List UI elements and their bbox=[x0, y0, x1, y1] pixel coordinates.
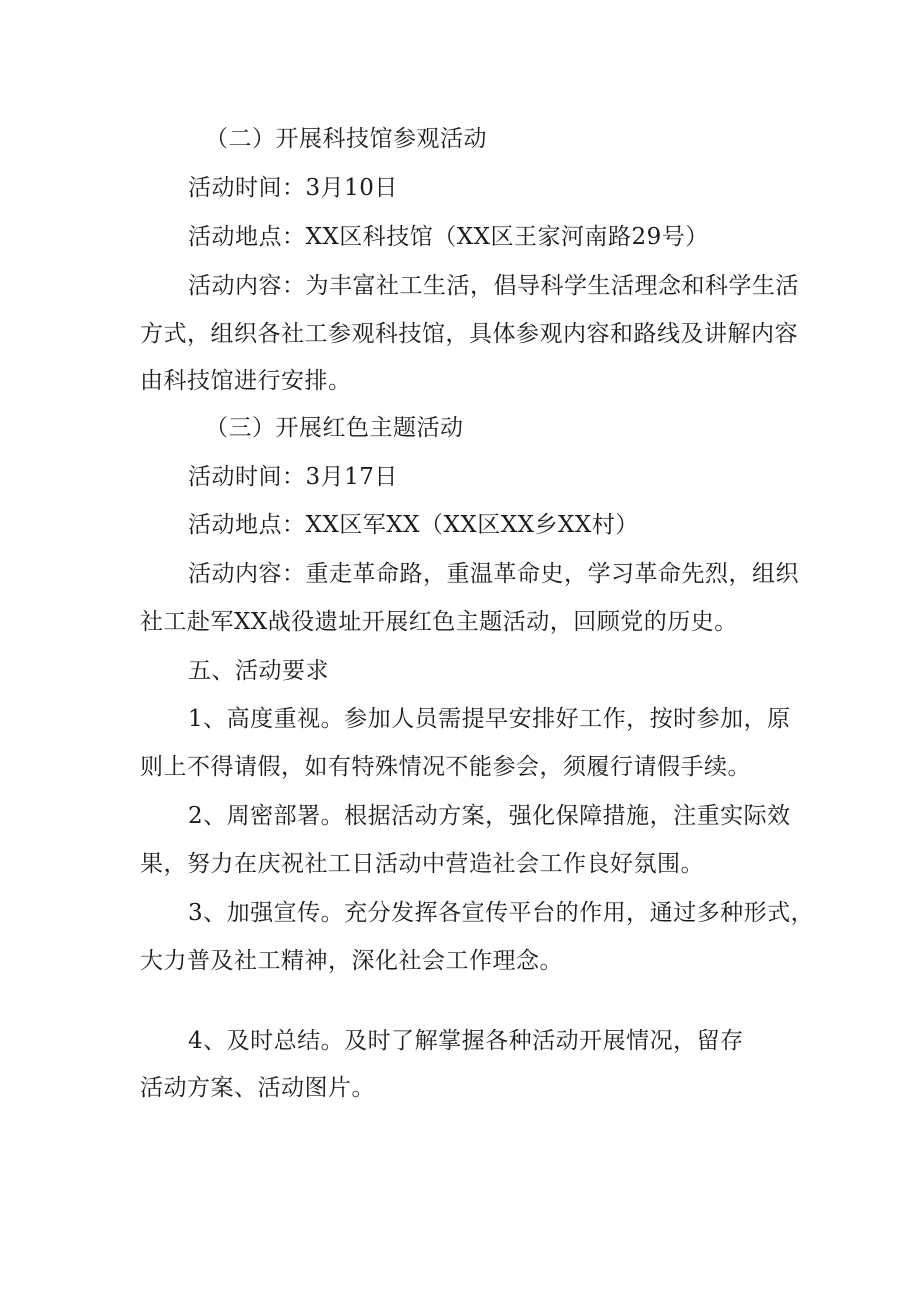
section-2-content-line-1: 活动内容：为丰富社工生活，倡导科学生活理念和科学生活 bbox=[188, 273, 799, 299]
section-2-heading: （二）开展科技馆参观活动 bbox=[205, 126, 487, 152]
section-5-heading: 五、活动要求 bbox=[188, 658, 329, 684]
requirement-4-line-1: 4、及时总结。及时了解掌握各种活动开展情况，留存 bbox=[188, 1028, 744, 1054]
section-3-content-line-2: 社工赴军XX战役遗址开展红色主题活动，回顾党的历史。 bbox=[140, 609, 738, 635]
section-3-time: 活动时间：3月17日 bbox=[188, 464, 398, 490]
requirement-3-line-1: 3、加强宣传。充分发挥各宣传平台的作用，通过多种形式， bbox=[188, 900, 815, 926]
section-3-heading: （三）开展红色主题活动 bbox=[205, 415, 464, 441]
section-2-content-line-2: 方式，组织各社工参观科技馆，具体参观内容和路线及讲解内容 bbox=[140, 321, 798, 347]
section-3-content-line-1: 活动内容：重走革命路，重温革命史，学习革命先烈，组织 bbox=[188, 561, 799, 587]
requirement-1-line-2: 则上不得请假，如有特殊情况不能参会，须履行请假手续。 bbox=[140, 754, 751, 780]
requirement-2-line-1: 2、周密部署。根据活动方案，强化保障措施，注重实际效 bbox=[188, 803, 791, 829]
section-2-time: 活动时间：3月10日 bbox=[188, 175, 398, 201]
requirement-2-line-2: 果，努力在庆祝社工日活动中营造社会工作良好氛围。 bbox=[140, 851, 704, 877]
requirement-3-line-2: 大力普及社工精神，深化社会工作理念。 bbox=[140, 948, 563, 974]
section-2-place: 活动地点：XX区科技馆（XX区王家河南路29号） bbox=[188, 224, 709, 250]
requirement-1-line-1: 1、高度重视。参加人员需提早安排好工作，按时参加，原 bbox=[188, 706, 791, 732]
section-3-place: 活动地点：XX区军XX（XX区XX乡XX村） bbox=[188, 512, 639, 538]
section-2-content-line-3: 由科技馆进行安排。 bbox=[140, 368, 352, 394]
requirement-4-line-2: 活动方案、活动图片。 bbox=[140, 1075, 375, 1101]
